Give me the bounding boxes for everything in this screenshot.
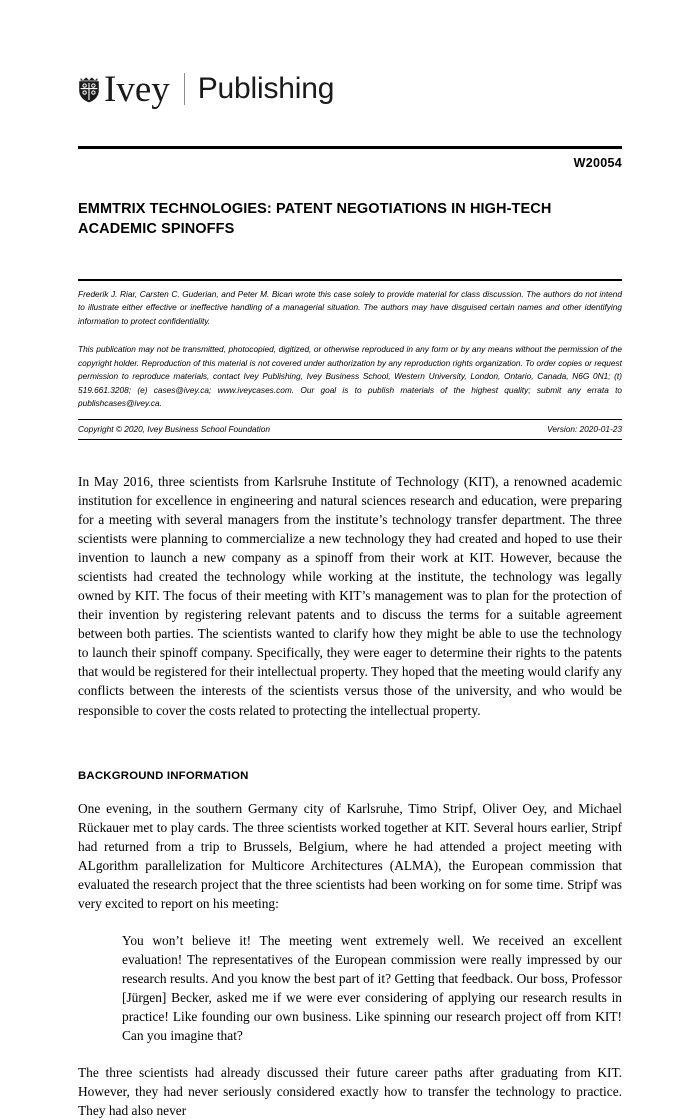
masthead-divider <box>184 73 185 105</box>
background-paragraph: One evening, in the southern Germany city of Karlsruhe, Timo Stripf, Oliver Oey, and Michael Rückauer met to play cards. The three scientists worked together at KIT. Several hours earlier, Stripf had returned from a trip to Brussels, Belgium, where he had attended a project meeting with ALgorithm parallelization for Multicore Architectures (ALMA), the European commission that evaluated the research project that the three scientists had been working on for some time. Stripf was very excited to report on his meeting: <box>78 800 622 911</box>
closing-paragraph: The three scientists had already discussed their future career paths after graduating from KIT. However, they had never seriously considered exactly how to transfer the technology to practice. They had also never <box>78 1064 622 1118</box>
copyright-text: Copyright © 2020, Ivey Business School Foundation <box>78 423 270 434</box>
copyright-row <box>78 419 622 441</box>
intro-paragraph: In May 2016, three scientists from Karlsruhe Institute of Technology (KIT), a renowned academic institution for excellence in engineering and natural sciences research and education, were preparing for a meeting with several managers from the institute’s technology transfer department. The three scientists were planning to commercialize a new technology they had created and hoped to use their invention to launch a new company as a spinoff from their work at KIT. However, because the scientists had created the technology while working at the institute, the technology was legally owned by KIT. The focus of their meeting with KIT’s management was to plan for the protection of their invention by registering relevant patents and to discuss the terms for a suitable agreement between both parties. The scientists wanted to clarify how they might be able to use the technology to launch their spinoff company. Specifically, they were eager to determine their rights to the patents that would be registered for their intellectual property. They hoped that the meeting would clarify any conflicts between the interests of the scientists versus those of the university, and who would be responsible to cover the costs related to protecting the intellectual property. <box>78 474 623 718</box>
front-matter-block <box>78 279 622 440</box>
publisher-brand-name: Ivey <box>104 68 170 110</box>
section-heading-background-information: BACKGROUND INFORMATION <box>78 769 249 782</box>
version-text: Version: 2020-01-23 <box>547 423 622 434</box>
document-number: W20054 <box>573 156 622 170</box>
permissions-note: This publication may not be transmitted, photocopied, digitized, or otherwise reproduced in any form or by any means without the permission of the copyright holder. Reproduction of this material is not covered under authorization by any reproduction rights organization. To order copies or request permission to reproduce materials, contact Ivey Publishing, Ivey Business School, Western University, London, Ontario, Canada, N6G 0N1; (t) 519.661.3208; (e) cases@ivey.ca; www.iveycases.com. Our goal is to publish materials of the highest quality; submit any errata to publishcases@ivey.ca. <box>78 344 622 409</box>
ivey-shield-crest-icon <box>78 76 100 103</box>
quotation-text: You won’t believe it! The meeting went extremely well. We received an excellent evaluation! The representatives of the European commission were really impressed by our research results. And you know the best part of it? Getting that feedback. Our boss, Professor [Jürgen] Becker, asked me if we were ever considering of applying our research results in practice! Like founding our own business. Like spinning our research project off from KIT! Can you imagine that? <box>122 932 622 1043</box>
case-body <box>78 472 622 1120</box>
publisher-brand-suffix: Publishing <box>197 72 335 105</box>
body-spacer <box>78 738 622 744</box>
publisher-masthead <box>78 0 622 120</box>
authors-note: Frederik J. Riar, Carsten C. Guderian, and Peter M. Bican wrote this case solely to provide material for class discussion. The authors do not intend to illustrate either effective or ineffective handling of a managerial situation. The authors may have disguised certain names and other identifying information to protect confidentiality. <box>78 289 622 326</box>
pull-quotation <box>122 931 622 1045</box>
page-title: EMMTRIX TECHNOLOGIES: PATENT NEGOTIATIONS IN HIGH-TECH ACADEMIC SPINOFFS <box>78 201 552 237</box>
